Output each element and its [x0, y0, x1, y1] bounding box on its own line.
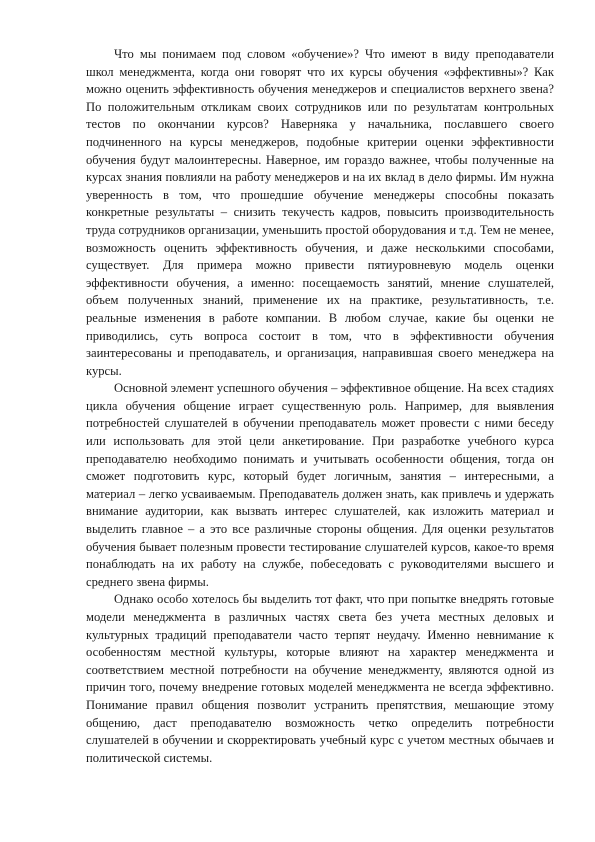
document-page: [86, 46, 554, 767]
paragraph-2: Основной элемент успешного обучения – эффективное общение. На всех стадиях цикла обучения общение играет существенную роль. Например, для выявления потребностей слушателей в обучении преподаватель может провести с ними беседу или использовать для этой цели анкетирование. При разработке учебного курса преподавателю необходимо понимать и учитывать особенности общения, тогда он сможет подготовить курс, который будет логичным, занятия – интересными, а материал – легко усваиваемым. Преподаватель должен знать, как привлечь и удержать внимание аудитории, как вызвать интерес слушателей, как изложить материал и выделить главное – а это все различные стороны общения. Для оценки результатов обучения бывает полезным провести тестирование слушателей курсов, какое-то время понаблюдать на их работу на службе, побеседовать с руководителями высшего и среднего звена фирмы.: [86, 381, 554, 589]
paragraph-3: Однако особо хотелось бы выделить тот факт, что при попытке внедрять готовые модели менеджмента в различных частях света без учета местных деловых и культурных традиций преподаватели часто терпят неудачу. Именно невнимание к особенностям местной культуры, которые влияют на характер менеджмента и соответствием местной потребности на обучение менеджменту, являются одной из причин того, почему внедрение готовых моделей менеджмента не всегда эффективно. Понимание правил общения позволит устранить препятствия, мешающие этому общению, даст преподавателю возможность четко определить потребности слушателей в обучении и скорректировать учебный курс с учетом местных обычаев и политической системы.: [86, 592, 554, 765]
paragraph-1: Что мы понимаем под словом «обучение»? Что имеют в виду преподаватели школ менеджмента, когда они говорят что их курсы обучения «эффективны»? Как можно оценить эффективность обучения менеджеров и специалистов верхнего звена? По положительным откликам своих сотрудников или по результатам контрольных тестов по окончании курсов? Наверняка у начальника, пославшего своего подчиненного на курсы менеджеров, подобные критерии оценки эффективности обучения будут малоинтересны. Наверное, им гораздо важнее, чтобы полученные на курсах знания повлияли на работу менеджеров и на их вклад в дело фирмы. Им нужна уверенность в том, что прошедшие обучение менеджеры способны показать конкретные результаты – снизить текучесть кадров, повысить производительность труда сотрудников организации, уменьшить простой оборудования и т.д. Тем не менее, возможность оценить эффективность обучения, и даже несколькими способами, существует. Для примера можно привести пятиуровневую модель оценки эффективности обучения, а именно: посещаемость занятий, мнение слушателей, объем полученных знаний, применение их на практике, результативность, т.е. реальные изменения в работе компании. В любом случае, какие бы оценки не приводились, суть вопроса состоит в том, что в эффективности обучения заинтересованы и преподаватель, и организация, направившая своего менеджера на курсы.: [86, 47, 554, 378]
